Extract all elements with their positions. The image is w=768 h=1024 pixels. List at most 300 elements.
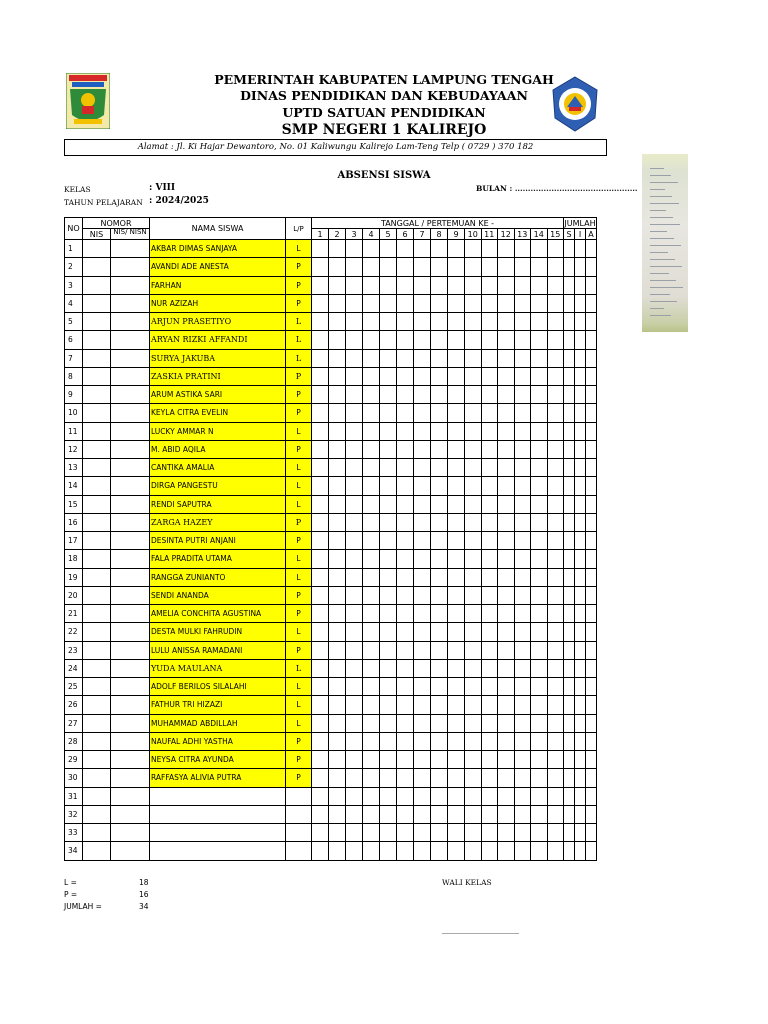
attendance-cell <box>547 842 564 860</box>
nisn-cell <box>111 313 150 331</box>
attendance-cell <box>380 495 397 513</box>
attendance-cell <box>363 550 380 568</box>
attendance-cell <box>547 294 564 312</box>
nisn-cell <box>111 805 150 823</box>
table-row <box>65 258 597 276</box>
attendance-cell <box>414 605 431 623</box>
nisn-cell <box>111 586 150 604</box>
attendance-cell <box>448 313 465 331</box>
attendance-cell <box>481 787 498 805</box>
total-cell <box>575 568 586 586</box>
attendance-cell <box>312 550 329 568</box>
attendance-cell <box>531 586 548 604</box>
attendance-cell <box>380 367 397 385</box>
attendance-cell <box>465 276 482 294</box>
nisn-cell <box>111 532 150 550</box>
nis-cell <box>83 623 111 641</box>
total-cell <box>575 641 586 659</box>
student-name: CANTIKA AMALIA <box>150 459 286 477</box>
attendance-cell <box>481 513 498 531</box>
sheet-line <box>650 252 668 253</box>
attendance-cell <box>414 240 431 258</box>
table-row <box>65 349 597 367</box>
attendance-cell <box>397 568 414 586</box>
attendance-cell <box>363 732 380 750</box>
table-row <box>65 386 597 404</box>
total-cell <box>564 404 575 422</box>
attendance-cell <box>380 532 397 550</box>
attendance-cell <box>312 240 329 258</box>
attendance-cell <box>514 331 531 349</box>
attendance-cell <box>465 440 482 458</box>
attendance-cell <box>397 477 414 495</box>
attendance-cell <box>547 568 564 586</box>
nisn-cell <box>111 240 150 258</box>
sheet-line <box>650 231 667 232</box>
attendance-cell <box>431 659 448 677</box>
table-row <box>65 440 597 458</box>
total-cell <box>575 824 586 842</box>
attendance-cell <box>380 805 397 823</box>
col-jumlah-header: JUMLAH <box>564 218 596 228</box>
student-name: AVANDI ADE ANESTA <box>150 258 286 276</box>
attendance-cell <box>414 678 431 696</box>
attendance-cell <box>514 404 531 422</box>
row-number: 27 <box>65 714 83 732</box>
attendance-cell <box>514 787 531 805</box>
attendance-cell <box>397 240 414 258</box>
attendance-cell <box>363 842 380 860</box>
attendance-cell <box>431 313 448 331</box>
attendance-cell <box>414 367 431 385</box>
attendance-cell <box>498 568 515 586</box>
attendance-cell <box>465 349 482 367</box>
attendance-cell <box>329 824 346 842</box>
address-text: Alamat : Jl. Ki Hajar Dewantoro, No. 01 Kaliwungu Kalirejo Lam-Teng Telp ( 0729 ) 370 182 <box>137 142 534 152</box>
attendance-cell <box>481 404 498 422</box>
col-nomor-header: NOMOR <box>83 218 150 229</box>
attendance-cell <box>312 659 329 677</box>
gender-cell: L <box>286 331 312 349</box>
attendance-cell <box>514 532 531 550</box>
attendance-cell <box>312 751 329 769</box>
attendance-cell <box>547 276 564 294</box>
attendance-cell <box>414 586 431 604</box>
attendance-cell <box>531 240 548 258</box>
total-cell <box>586 349 597 367</box>
nisn-cell <box>111 623 150 641</box>
attendance-cell <box>514 805 531 823</box>
attendance-cell <box>481 678 498 696</box>
attendance-cell <box>329 623 346 641</box>
attendance-cell <box>531 623 548 641</box>
attendance-cell <box>481 477 498 495</box>
summary-p-label: P = <box>64 890 78 899</box>
attendance-cell <box>363 605 380 623</box>
attendance-cell <box>380 459 397 477</box>
attendance-cell <box>448 787 465 805</box>
table-row <box>65 751 597 769</box>
table-row <box>65 422 597 440</box>
attendance-cell <box>547 258 564 276</box>
attendance-cell <box>448 367 465 385</box>
total-cell <box>564 751 575 769</box>
attendance-cell <box>312 440 329 458</box>
attendance-cell <box>397 805 414 823</box>
attendance-cell <box>531 440 548 458</box>
wali-kelas-label: WALI KELAS <box>442 878 492 887</box>
day-header-12: 12 <box>498 229 515 240</box>
nisn-cell <box>111 842 150 860</box>
day-header-10: 10 <box>465 229 482 240</box>
nisn-cell <box>111 641 150 659</box>
attendance-cell <box>329 349 346 367</box>
attendance-cell <box>397 331 414 349</box>
nisn-cell <box>111 404 150 422</box>
row-number: 17 <box>65 532 83 550</box>
attendance-cell <box>346 440 363 458</box>
attendance-cell <box>431 404 448 422</box>
attendance-cell <box>380 349 397 367</box>
row-number: 5 <box>65 313 83 331</box>
attendance-cell <box>346 568 363 586</box>
attendance-table <box>64 217 597 861</box>
attendance-cell <box>380 422 397 440</box>
gender-cell: P <box>286 732 312 750</box>
attendance-cell <box>346 495 363 513</box>
attendance-cell <box>465 550 482 568</box>
attendance-cell <box>363 294 380 312</box>
attendance-cell <box>431 550 448 568</box>
attendance-cell <box>329 678 346 696</box>
attendance-cell <box>465 495 482 513</box>
attendance-cell <box>431 605 448 623</box>
student-name: NAUFAL ADHI YASTHA <box>150 732 286 750</box>
nis-cell <box>83 769 111 787</box>
sheet-line <box>650 217 673 218</box>
sheet-line <box>650 203 679 204</box>
nis-cell <box>83 659 111 677</box>
attendance-cell <box>448 714 465 732</box>
attendance-cell <box>414 331 431 349</box>
attendance-cell <box>397 696 414 714</box>
attendance-cell <box>329 641 346 659</box>
attendance-cell <box>547 477 564 495</box>
attendance-cell <box>363 714 380 732</box>
attendance-cell <box>514 605 531 623</box>
student-name <box>150 787 286 805</box>
attendance-cell <box>481 732 498 750</box>
signature-line: ______________________ <box>442 926 519 934</box>
attendance-cell <box>498 477 515 495</box>
nisn-cell <box>111 477 150 495</box>
attendance-cell <box>431 824 448 842</box>
total-cell <box>575 769 586 787</box>
gender-cell: P <box>286 276 312 294</box>
gender-cell: L <box>286 349 312 367</box>
table-row <box>65 404 597 422</box>
attendance-cell <box>312 513 329 531</box>
table-row <box>65 276 597 294</box>
attendance-cell <box>380 276 397 294</box>
total-cell <box>575 586 586 604</box>
attendance-cell <box>498 696 515 714</box>
attendance-cell <box>448 641 465 659</box>
attendance-cell <box>547 732 564 750</box>
total-cell <box>564 258 575 276</box>
attendance-cell <box>329 495 346 513</box>
attendance-cell <box>531 751 548 769</box>
student-name: KEYLA CITRA EVELIN <box>150 404 286 422</box>
attendance-cell <box>329 586 346 604</box>
attendance-cell <box>346 258 363 276</box>
student-name: ZARGA HAZEY <box>150 513 286 531</box>
student-name: AMELIA CONCHITA AGUSTINA <box>150 605 286 623</box>
student-name: MUHAMMAD ABDILLAH <box>150 714 286 732</box>
sheet-line <box>650 224 680 225</box>
table-row <box>65 678 597 696</box>
total-cell <box>575 805 586 823</box>
attendance-cell <box>380 696 397 714</box>
attendance-cell <box>312 422 329 440</box>
attendance-cell <box>380 769 397 787</box>
attendance-cell <box>498 240 515 258</box>
total-cell <box>564 532 575 550</box>
attendance-cell <box>448 751 465 769</box>
attendance-cell <box>329 696 346 714</box>
attendance-cell <box>431 842 448 860</box>
attendance-cell <box>498 258 515 276</box>
attendance-cell <box>431 513 448 531</box>
row-number: 6 <box>65 331 83 349</box>
attendance-cell <box>481 331 498 349</box>
attendance-cell <box>531 477 548 495</box>
row-number: 29 <box>65 751 83 769</box>
gender-cell: P <box>286 605 312 623</box>
day-header-6: 6 <box>397 229 414 240</box>
attendance-cell <box>414 477 431 495</box>
attendance-cell <box>465 659 482 677</box>
total-cell <box>564 495 575 513</box>
attendance-cell <box>465 258 482 276</box>
day-header-14: 14 <box>531 229 548 240</box>
attendance-cell <box>431 623 448 641</box>
attendance-cell <box>329 459 346 477</box>
attendance-cell <box>431 276 448 294</box>
student-name: DESTA MULKI FAHRUDIN <box>150 623 286 641</box>
sheet-line <box>650 301 677 302</box>
nisn-cell <box>111 678 150 696</box>
attendance-cell <box>329 386 346 404</box>
attendance-cell <box>346 842 363 860</box>
nisn-cell <box>111 696 150 714</box>
attendance-cell <box>397 294 414 312</box>
table-row <box>65 714 597 732</box>
nis-cell <box>83 440 111 458</box>
student-name: ADOLF BERILOS SILALAHI <box>150 678 286 696</box>
attendance-cell <box>397 678 414 696</box>
student-name: ARJUN PRASETIYO <box>150 313 286 331</box>
nis-cell <box>83 294 111 312</box>
table-row <box>65 513 597 531</box>
attendance-cell <box>363 459 380 477</box>
attendance-cell <box>346 805 363 823</box>
attendance-cell <box>312 367 329 385</box>
nisn-cell <box>111 367 150 385</box>
attendance-cell <box>481 276 498 294</box>
nisn-cell <box>111 258 150 276</box>
row-number: 22 <box>65 623 83 641</box>
total-cell <box>564 440 575 458</box>
attendance-cell <box>431 367 448 385</box>
gender-cell: L <box>286 678 312 696</box>
attendance-cell <box>498 824 515 842</box>
attendance-cell <box>531 696 548 714</box>
table-row <box>65 805 597 823</box>
attendance-cell <box>547 787 564 805</box>
attendance-cell <box>448 842 465 860</box>
student-name: FATHUR TRI HIZAZI <box>150 696 286 714</box>
attendance-cell <box>380 641 397 659</box>
attendance-cell <box>481 495 498 513</box>
total-cell <box>586 422 597 440</box>
attendance-cell <box>414 568 431 586</box>
sheet-line <box>650 210 666 211</box>
total-cell <box>575 477 586 495</box>
attendance-cell <box>498 787 515 805</box>
total-cell <box>564 477 575 495</box>
attendance-cell <box>531 495 548 513</box>
nisn-cell <box>111 386 150 404</box>
attendance-cell <box>380 586 397 604</box>
total-cell <box>586 331 597 349</box>
total-cell <box>586 787 597 805</box>
student-name <box>150 824 286 842</box>
attendance-cell <box>380 331 397 349</box>
attendance-cell <box>547 550 564 568</box>
attendance-cell <box>380 732 397 750</box>
attendance-cell <box>465 605 482 623</box>
nis-cell <box>83 367 111 385</box>
student-name: RENDI SAPUTRA <box>150 495 286 513</box>
table-row <box>65 367 597 385</box>
total-cell <box>586 623 597 641</box>
attendance-cell <box>312 568 329 586</box>
attendance-cell <box>414 769 431 787</box>
attendance-cell <box>397 276 414 294</box>
attendance-cell <box>498 678 515 696</box>
attendance-cell <box>312 605 329 623</box>
attendance-cell <box>346 422 363 440</box>
table-row <box>65 477 597 495</box>
attendance-cell <box>465 386 482 404</box>
attendance-cell <box>481 459 498 477</box>
nis-cell <box>83 714 111 732</box>
attendance-cell <box>514 641 531 659</box>
kelas-label: KELAS <box>64 185 91 194</box>
attendance-cell <box>498 732 515 750</box>
row-number: 9 <box>65 386 83 404</box>
attendance-cell <box>329 732 346 750</box>
row-number: 32 <box>65 805 83 823</box>
attendance-cell <box>547 404 564 422</box>
nisn-cell <box>111 732 150 750</box>
attendance-cell <box>363 331 380 349</box>
total-cell <box>586 568 597 586</box>
tahun-label: TAHUN PELAJARAN <box>64 198 143 207</box>
total-cell <box>564 696 575 714</box>
attendance-cell <box>329 532 346 550</box>
attendance-cell <box>397 623 414 641</box>
attendance-cell <box>363 313 380 331</box>
attendance-cell <box>363 367 380 385</box>
attendance-cell <box>498 459 515 477</box>
attendance-cell <box>346 477 363 495</box>
attendance-cell <box>531 568 548 586</box>
attendance-cell <box>465 294 482 312</box>
attendance-cell <box>312 477 329 495</box>
attendance-cell <box>414 641 431 659</box>
attendance-cell <box>380 258 397 276</box>
attendance-cell <box>380 824 397 842</box>
gender-cell: L <box>286 696 312 714</box>
row-number: 8 <box>65 367 83 385</box>
attendance-cell <box>414 532 431 550</box>
attendance-cell <box>397 513 414 531</box>
attendance-cell <box>363 386 380 404</box>
attendance-cell <box>346 751 363 769</box>
attendance-cell <box>498 349 515 367</box>
attendance-cell <box>448 586 465 604</box>
col-nis-header: NIS <box>83 229 111 240</box>
attendance-cell <box>448 349 465 367</box>
sheet-line <box>650 238 674 239</box>
nisn-cell <box>111 787 150 805</box>
gender-cell: L <box>286 568 312 586</box>
attendance-cell <box>481 240 498 258</box>
nis-cell <box>83 276 111 294</box>
attendance-cell <box>312 404 329 422</box>
student-name: NEYSA CITRA AYUNDA <box>150 751 286 769</box>
sheet-line <box>650 168 664 169</box>
attendance-cell <box>346 714 363 732</box>
attendance-cell <box>431 331 448 349</box>
attendance-cell <box>329 477 346 495</box>
attendance-cell <box>363 495 380 513</box>
attendance-cell <box>312 586 329 604</box>
student-name: DESINTA PUTRI ANJANI <box>150 532 286 550</box>
attendance-cell <box>448 477 465 495</box>
attendance-cell <box>363 276 380 294</box>
gender-cell: P <box>286 641 312 659</box>
attendance-cell <box>414 751 431 769</box>
row-number: 34 <box>65 842 83 860</box>
table-row <box>65 696 597 714</box>
attendance-cell <box>514 550 531 568</box>
nisn-cell <box>111 714 150 732</box>
attendance-cell <box>346 513 363 531</box>
col-lp-header: L/P <box>286 218 312 240</box>
attendance-cell <box>514 586 531 604</box>
attendance-cell <box>312 623 329 641</box>
attendance-cell <box>465 751 482 769</box>
attendance-cell <box>312 495 329 513</box>
row-number: 3 <box>65 276 83 294</box>
attendance-cell <box>531 404 548 422</box>
attendance-cell <box>346 623 363 641</box>
attendance-cell <box>514 659 531 677</box>
attendance-cell <box>481 258 498 276</box>
